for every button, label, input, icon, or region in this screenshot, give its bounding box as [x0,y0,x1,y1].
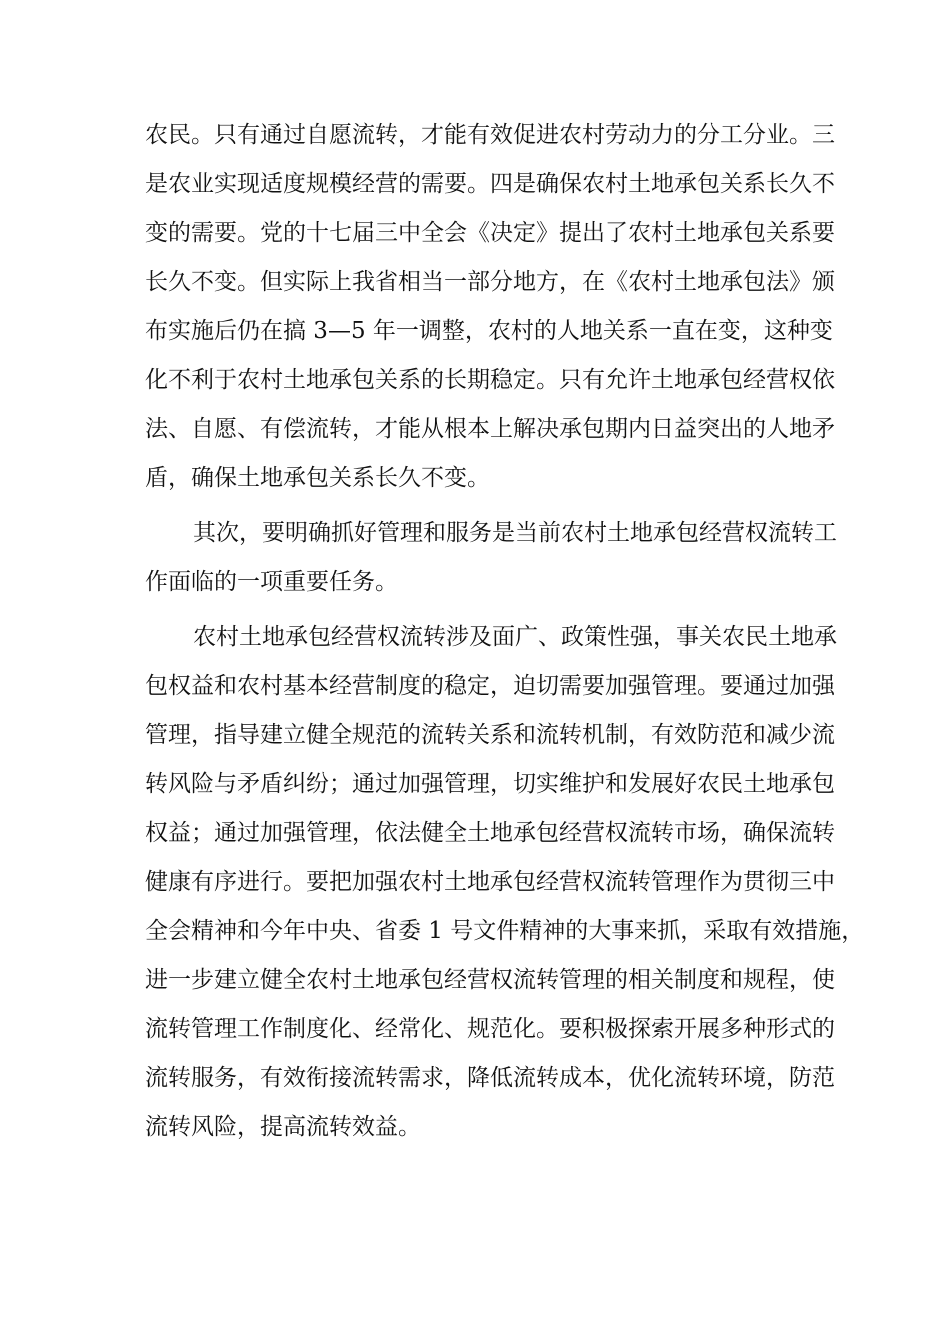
text-line: 化不利于农村土地承包关系的长期稳定。只有允许土地承包经营权依 [145,367,835,393]
text-line: 转风险与矛盾纠纷；通过加强管理，切实维护和发展好农民土地承包 [145,771,835,797]
text-line: 权益；通过加强管理，依法健全土地承包经营权流转市场，确保流转 [145,820,835,846]
text-line: 流转服务，有效衔接流转需求，降低流转成本，优化流转环境，防范 [145,1065,835,1091]
text-line: 变的需要。党的十七届三中全会《决定》提出了农村土地承包关系要 [145,220,835,246]
text-line: 布实施后仍在搞 3—5 年一调整，农村的人地关系一直在变，这种变 [145,318,833,344]
text-line: 流转管理工作制度化、经常化、规范化。要积极探索开展多种形式的 [145,1016,835,1042]
text-line: 是农业实现适度规模经营的需要。四是确保农村土地承包关系长久不 [145,171,835,197]
paragraph-first-line: 农村土地承包经营权流转涉及面广、政策性强，事关农民土地承 [193,624,837,650]
text-line: 全会精神和今年中央、省委 1 号文件精神的大事来抓，采取有效措施， [145,918,865,944]
text-line: 长久不变。但实际上我省相当一部分地方，在《农村土地承包法》颁 [145,269,835,295]
text-line: 作面临的一项重要任务。 [145,569,398,595]
text-line: 农民。只有通过自愿流转，才能有效促进农村劳动力的分工分业。三 [145,122,835,148]
text-line: 包权益和农村基本经营制度的稳定，迫切需要加强管理。要通过加强 [145,673,835,699]
text-line: 盾，确保土地承包关系长久不变。 [145,465,490,491]
text-line: 法、自愿、有偿流转，才能从根本上解决承包期内日益突出的人地矛 [145,416,835,442]
text-line: 进一步建立健全农村土地承包经营权流转管理的相关制度和规程，使 [145,967,835,993]
text-line: 流转风险，提高流转效益。 [145,1114,421,1140]
text-line: 健康有序进行。要把加强农村土地承包经营权流转管理作为贯彻三中 [145,869,835,895]
paragraph-first-line: 其次，要明确抓好管理和服务是当前农村土地承包经营权流转工 [193,520,837,546]
text-line: 管理，指导建立健全规范的流转关系和流转机制，有效防范和减少流 [145,722,835,748]
